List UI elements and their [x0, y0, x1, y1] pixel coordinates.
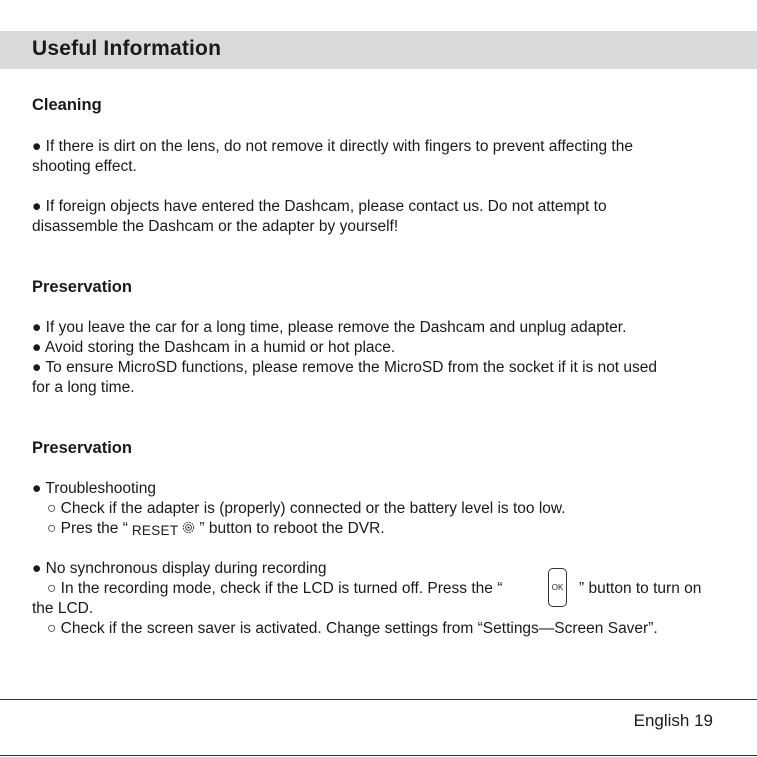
gear-icon — [182, 521, 195, 534]
preservation-line-4: for a long time. — [32, 379, 135, 396]
no-sync-item-1-pre: ○ In the recording mode, check if the LCD is turned off. Press the “ — [47, 580, 503, 597]
no-sync-item-2: ○ Check if the screen saver is activated. Change settings from “Settings—Screen Saver”. — [47, 620, 658, 637]
no-sync-item-1-post: ” button to turn on — [579, 580, 702, 597]
reset-label: RESET — [131, 523, 179, 538]
cleaning-bullet-1-line-2: shooting effect. — [32, 158, 137, 175]
troubleshooting-item-2-pre: ○ Pres the “ — [47, 520, 128, 537]
section-heading-preservation-2: Preservation — [32, 439, 132, 457]
preservation-line-3: ● To ensure MicroSD functions, please remove the MicroSD from the socket if it is not used — [32, 359, 658, 376]
troubleshooting-item-2-post: ” button to reboot the DVR. — [199, 520, 385, 537]
footer-bottom-rule — [0, 755, 757, 756]
preservation-line-2: ● Avoid storing the Dashcam in a humid or hot place. — [32, 339, 396, 356]
page-title: Useful Information — [32, 37, 222, 60]
section-heading-preservation: Preservation — [32, 278, 132, 296]
ok-button-icon: OK — [548, 568, 567, 607]
troubleshooting-item-1: ○ Check if the adapter is (properly) connected or the battery level is too low. — [47, 500, 566, 517]
no-sync-heading: ● No synchronous display during recording — [32, 560, 327, 577]
section-heading-cleaning: Cleaning — [32, 96, 102, 114]
no-sync-item-1-line-2: the LCD. — [32, 600, 94, 617]
cleaning-bullet-2-line-2: disassemble the Dashcam or the adapter by yourself! — [32, 218, 399, 235]
page-number: English 19 — [633, 711, 713, 730]
troubleshooting-item-2 — [47, 520, 385, 538]
troubleshooting-heading: ● Troubleshooting — [32, 480, 156, 497]
cleaning-bullet-2-line-1: ● If foreign objects have entered the Dashcam, please contact us. Do not attempt to — [32, 198, 607, 215]
cleaning-bullet-1-line-1: ● If there is dirt on the lens, do not remove it directly with fingers to prevent affecting the — [32, 138, 633, 155]
preservation-line-1: ● If you leave the car for a long time, please remove the Dashcam and unplug adapter. — [32, 319, 627, 336]
footer-top-rule — [0, 699, 757, 700]
